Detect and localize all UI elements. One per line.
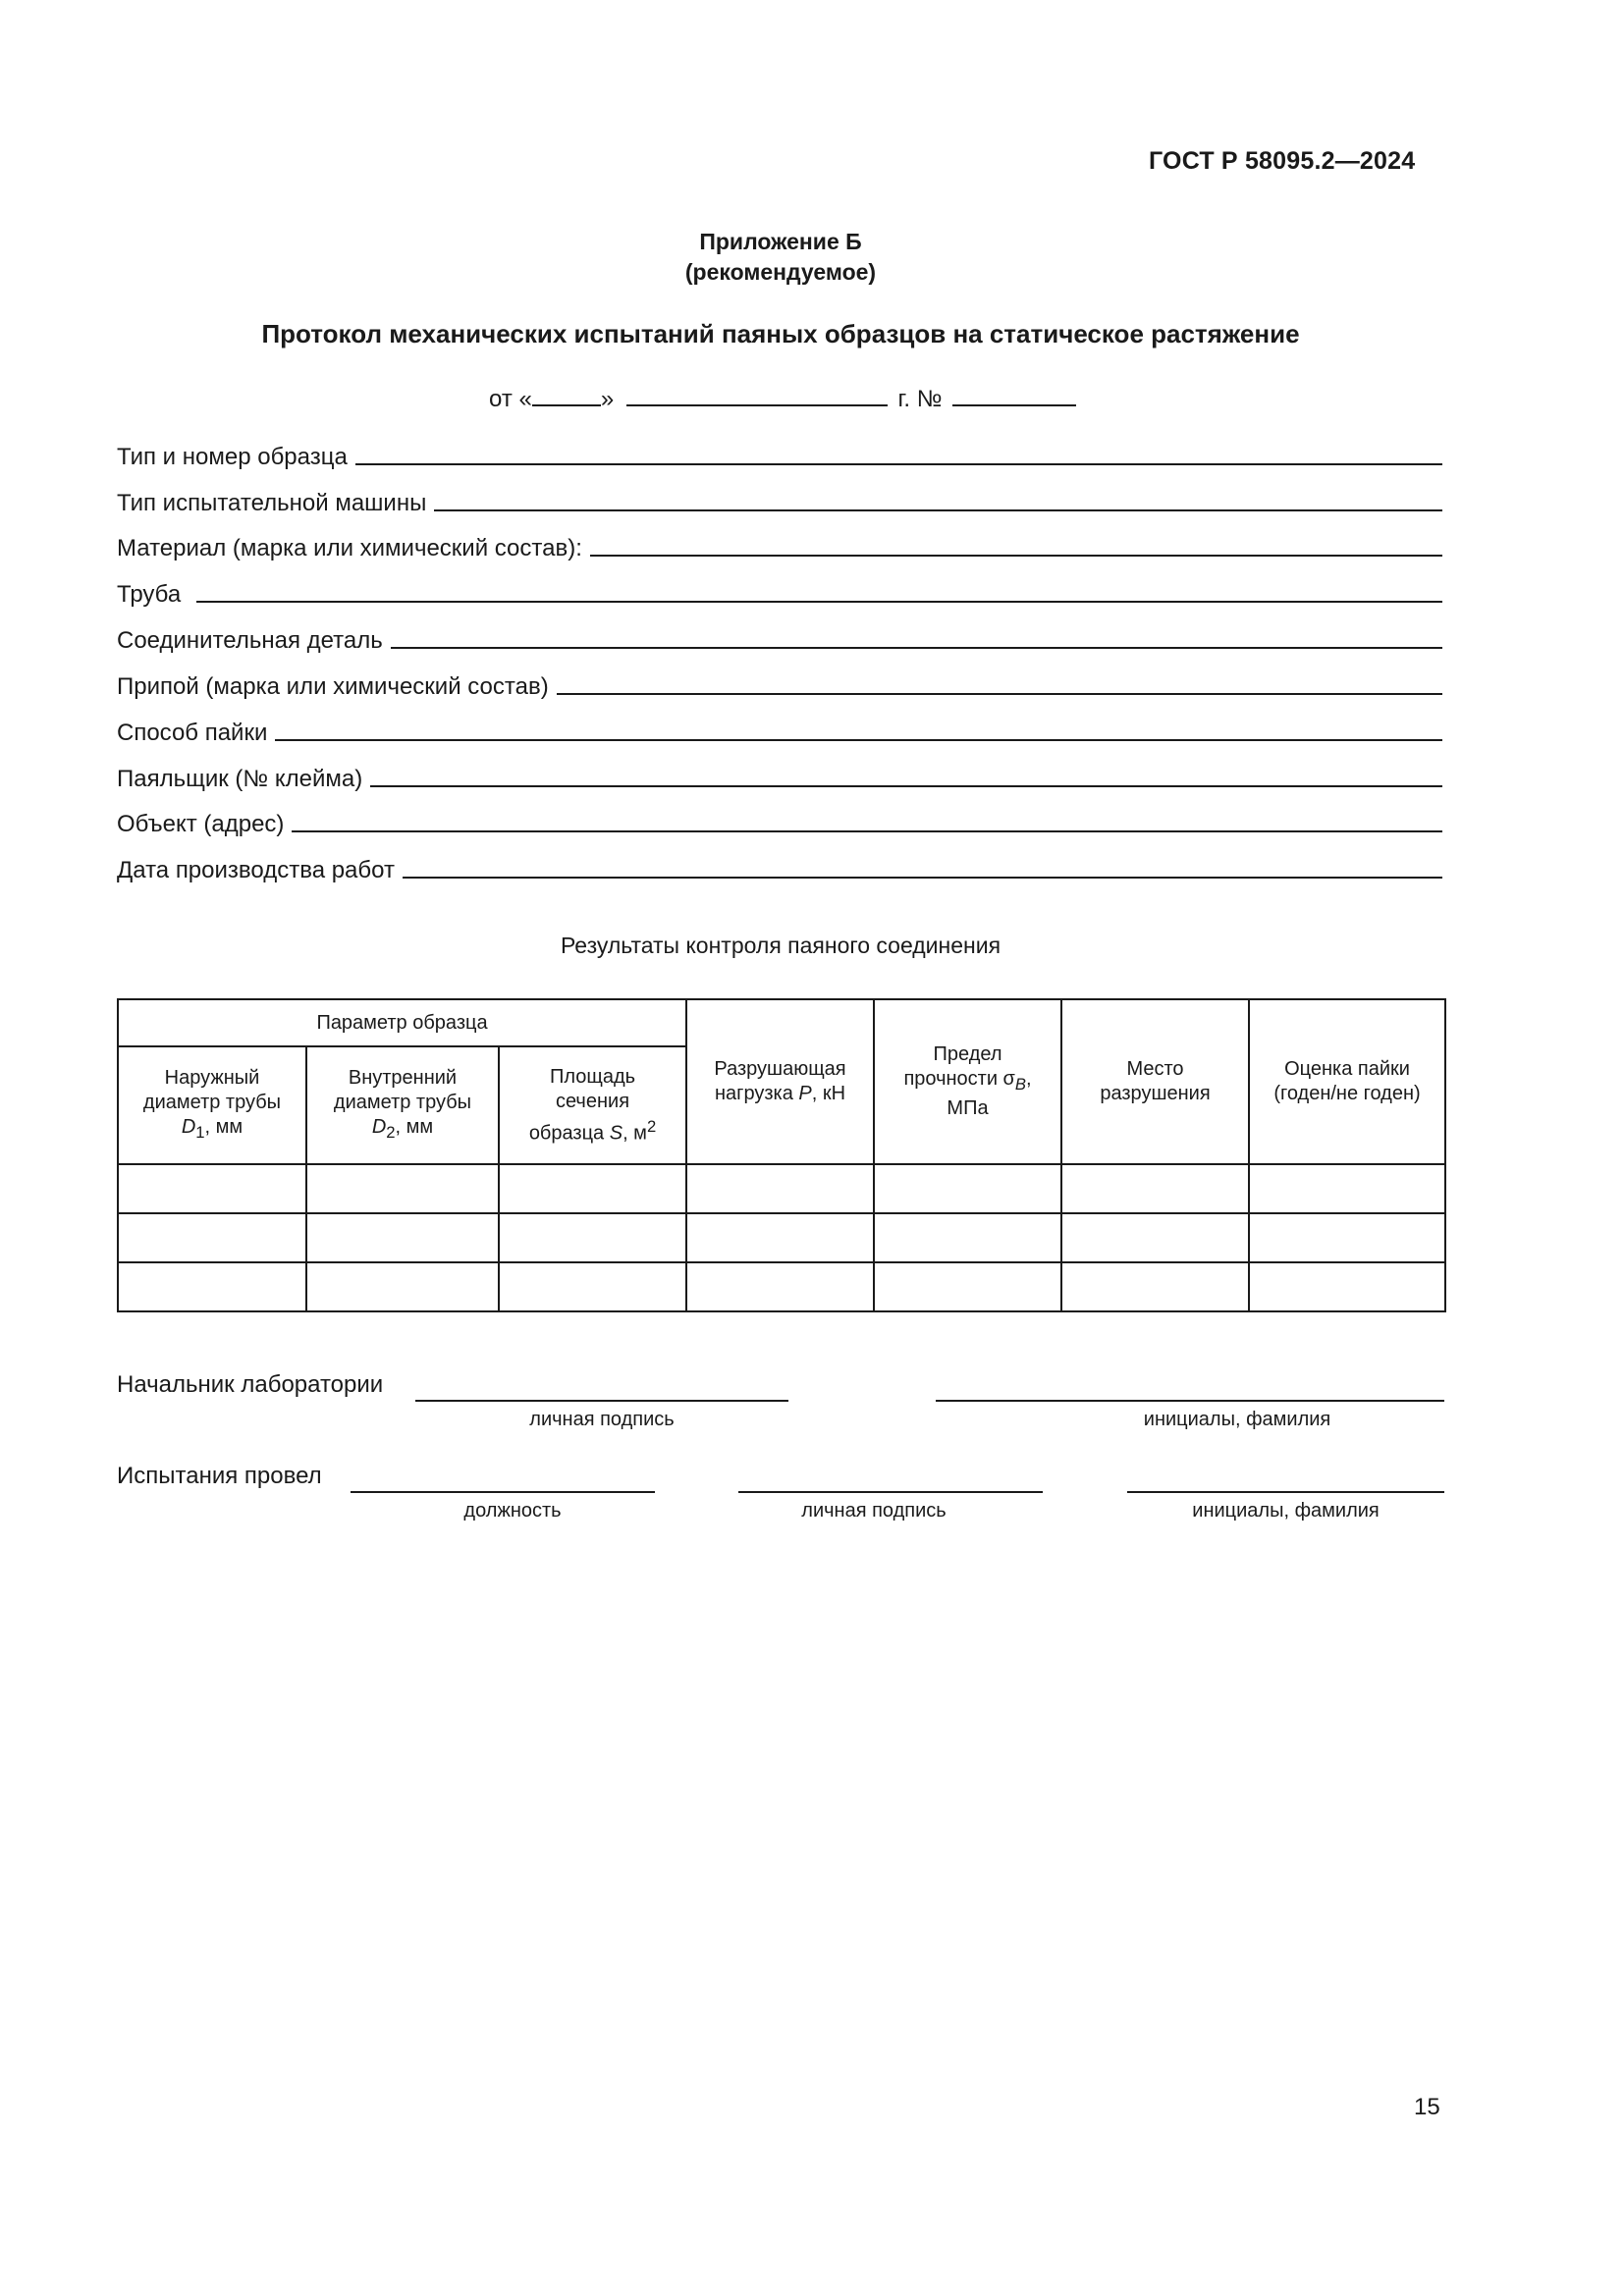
header-fracture-location: Место разрушения <box>1061 999 1249 1164</box>
table-cell[interactable] <box>306 1213 499 1262</box>
field-line[interactable] <box>292 829 1442 832</box>
appendix-subtitle: (рекомендуемое) <box>684 259 877 285</box>
appendix-title: Приложение Б <box>699 229 862 254</box>
tester-name-caption: инициалы, фамилия <box>1192 1500 1380 1522</box>
chief-signature-caption: личная подпись <box>529 1409 675 1430</box>
field-label: Тип испытательной машины <box>117 490 427 516</box>
tester-signature-line[interactable] <box>738 1490 1043 1493</box>
table-cell[interactable] <box>686 1262 874 1311</box>
header-breaking-load: Разрушающая нагрузка P, кН <box>686 999 874 1164</box>
field-label: Тип и номер образца <box>117 444 348 470</box>
header-inner-diameter: Внутренний диаметр трубы $D_2$, мм <box>306 1046 499 1164</box>
field-line[interactable] <box>275 738 1442 741</box>
protocol-number-blank[interactable] <box>952 381 1076 406</box>
table-cell[interactable] <box>118 1262 306 1311</box>
field-line[interactable] <box>434 508 1442 511</box>
table-cell[interactable] <box>118 1164 306 1213</box>
field-line[interactable] <box>196 600 1442 603</box>
table-cell[interactable] <box>1061 1213 1249 1262</box>
results-table <box>117 998 1446 1312</box>
field-solderer <box>117 762 1442 793</box>
field-line[interactable] <box>590 554 1442 557</box>
tester-label: Испытания провел <box>117 1463 322 1489</box>
table-cell[interactable] <box>499 1213 686 1262</box>
field-label: Припой (марка или химический состав) <box>117 673 549 700</box>
date-prefix: от « <box>489 386 532 412</box>
field-label: Соединительная деталь <box>117 627 383 654</box>
field-machine-type <box>117 486 1442 517</box>
field-line[interactable] <box>403 876 1442 879</box>
standard-number: ГОСТ Р 58095.2—2024 <box>1149 147 1416 175</box>
field-material <box>117 531 1442 562</box>
field-label: Объект (адрес) <box>117 811 285 837</box>
table-cell[interactable] <box>686 1164 874 1213</box>
field-soldering-method <box>117 716 1442 747</box>
header-sample-params: Параметр образца <box>118 999 686 1046</box>
field-label: Паяльщик (№ клейма) <box>117 766 363 792</box>
header-cross-section-area: Площадь сечения образца S, $м^2$ <box>499 1046 686 1164</box>
tester-signature-caption: личная подпись <box>801 1500 947 1522</box>
field-solder <box>117 669 1442 701</box>
table-row <box>118 1164 1445 1213</box>
field-label: Способ пайки <box>117 720 268 746</box>
table-row <box>118 1213 1445 1262</box>
field-fitting <box>117 623 1442 655</box>
chief-label: Начальник лаборатории <box>117 1371 384 1398</box>
protocol-date-line <box>489 381 1076 413</box>
header-solder-grade: Оценка пайки (годен/не годен) <box>1249 999 1445 1164</box>
field-line[interactable] <box>355 462 1442 465</box>
chief-name-caption: инициалы, фамилия <box>1143 1409 1331 1430</box>
page-number: 15 <box>1414 2094 1440 2120</box>
field-label: Материал (марка или химический состав): <box>117 535 582 561</box>
table-cell[interactable] <box>686 1213 874 1262</box>
protocol-title: Протокол механических испытаний паяных образцов на статическое растяжение <box>261 319 1300 348</box>
tester-position-line[interactable] <box>351 1490 655 1493</box>
table-cell[interactable] <box>118 1213 306 1262</box>
field-object <box>117 807 1442 838</box>
chief-signature-line[interactable] <box>415 1399 788 1402</box>
date-quote-close: » <box>600 386 615 412</box>
table-cell[interactable] <box>1249 1213 1445 1262</box>
results-title: Результаты контроля паяного соединения <box>560 933 1001 958</box>
tester-name-line[interactable] <box>1127 1490 1444 1493</box>
field-work-date <box>117 853 1442 884</box>
table-row <box>118 1262 1445 1311</box>
tester-position-caption: должность <box>463 1500 562 1522</box>
table-cell[interactable] <box>499 1262 686 1311</box>
table-cell[interactable] <box>1061 1164 1249 1213</box>
table-cell[interactable] <box>1249 1164 1445 1213</box>
field-label: Труба <box>117 581 182 608</box>
field-line[interactable] <box>557 692 1442 695</box>
table-cell[interactable] <box>306 1262 499 1311</box>
field-line[interactable] <box>391 646 1442 649</box>
table-cell[interactable] <box>874 1262 1061 1311</box>
table-cell[interactable] <box>499 1164 686 1213</box>
chief-name-line[interactable] <box>936 1399 1444 1402</box>
field-pipe <box>117 577 1442 609</box>
table-cell[interactable] <box>874 1213 1061 1262</box>
table-cell[interactable] <box>1249 1262 1445 1311</box>
header-tensile-strength: Предел прочности $\sigma_B$, МПа <box>874 999 1061 1164</box>
year-number-label: г. № <box>897 386 943 412</box>
table-cell[interactable] <box>874 1164 1061 1213</box>
table-cell[interactable] <box>1061 1262 1249 1311</box>
field-line[interactable] <box>370 784 1442 787</box>
field-sample-type <box>117 440 1442 471</box>
table-cell[interactable] <box>306 1164 499 1213</box>
month-blank[interactable] <box>626 381 888 406</box>
header-outer-diameter: Наружный диаметр трубы $D_1$, мм <box>118 1046 306 1164</box>
table-header-row <box>118 999 1445 1046</box>
day-blank[interactable] <box>532 381 601 406</box>
field-label: Дата производства работ <box>117 857 395 883</box>
